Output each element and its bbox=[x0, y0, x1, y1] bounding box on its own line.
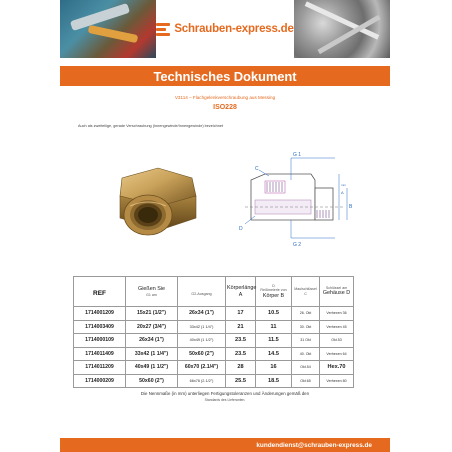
table-row bbox=[74, 347, 354, 361]
cell-outer-thread: 60x70 (2.1/4") bbox=[178, 361, 226, 375]
screws-photo bbox=[294, 0, 390, 58]
page-title: Technisches Dokument bbox=[153, 68, 297, 84]
cell-outer-thread: 66x76 (2.1/2") bbox=[178, 374, 226, 388]
cell-wrench: 30. Okt bbox=[292, 320, 320, 334]
brand-name: Schrauben-express.de bbox=[174, 23, 294, 35]
header-inner-thread: Gießen Sie G1 am bbox=[126, 277, 178, 307]
table-row bbox=[74, 361, 354, 375]
header-banner bbox=[60, 0, 390, 58]
table-row bbox=[74, 374, 354, 388]
cell-ref: 1714003409 bbox=[74, 320, 126, 334]
cell-wrench: 40. Okt bbox=[292, 347, 320, 361]
cell-inner-thread: 50x60 (2") bbox=[126, 374, 178, 388]
intro-note: Auch als zweiteilige, gerade Verschraubung (Innengewinde/Innengewinde) bezeichnet bbox=[78, 124, 224, 128]
cell-outer-thread: 50x60 (2") bbox=[178, 347, 226, 361]
cell-outer-thread: 40x49 (1 1/2") bbox=[178, 334, 226, 348]
brand-logo-icon bbox=[156, 22, 170, 36]
footer-bar bbox=[60, 438, 390, 452]
label-b: B bbox=[349, 204, 353, 210]
cell-inner-thread: 15x21 (1/2") bbox=[126, 307, 178, 321]
header-wrench: Maulschlüssel C bbox=[292, 277, 320, 307]
header-body-length: Körperlänge A bbox=[226, 277, 256, 307]
label-g1: G 1 bbox=[293, 152, 302, 158]
cell-hex: Verhexen 80 bbox=[320, 374, 354, 388]
label-g2: G 2 bbox=[293, 242, 302, 248]
cell-ref: 1714000109 bbox=[74, 334, 126, 348]
cell-hex: Hex.70 bbox=[320, 361, 354, 375]
cell-body-length: 28 bbox=[226, 361, 256, 375]
cell-diameter: 14.5 bbox=[256, 347, 292, 361]
product-photo bbox=[100, 160, 210, 250]
cell-inner-thread: 20x27 (3/4") bbox=[126, 320, 178, 334]
cell-ref: 1714011409 bbox=[74, 347, 126, 361]
product-norm: ISO228 bbox=[213, 104, 237, 111]
cell-wrench: Okt.65 bbox=[292, 374, 320, 388]
cell-ref: 1714000209 bbox=[74, 374, 126, 388]
cell-inner-thread: 26x34 (1") bbox=[126, 334, 178, 348]
spec-table bbox=[73, 276, 354, 388]
cell-inner-thread: 40x49 (1 1/2") bbox=[126, 361, 178, 375]
cell-hex: Verhexen 36 bbox=[320, 307, 354, 321]
cell-body-length: 25.5 bbox=[226, 374, 256, 388]
contact-email-link[interactable]: kundendienst@schrauben-express.de bbox=[256, 441, 372, 449]
cell-body-length: 23.5 bbox=[226, 347, 256, 361]
cell-body-length: 21 bbox=[226, 320, 256, 334]
cell-wrench: 31 Okt bbox=[292, 334, 320, 348]
tools-photo bbox=[60, 0, 156, 58]
table-row bbox=[74, 334, 354, 348]
cell-diameter: 10.5 bbox=[256, 307, 292, 321]
brand-logo[interactable] bbox=[156, 0, 293, 58]
label-c: C bbox=[255, 166, 259, 172]
header-hex: Schlüssel am Gehäuse D bbox=[320, 277, 354, 307]
table-header-row bbox=[74, 277, 354, 307]
label-a: A bbox=[341, 190, 344, 195]
cell-outer-thread: 26x34 (1") bbox=[178, 307, 226, 321]
cell-ref: 1714001209 bbox=[74, 307, 126, 321]
label-d: D bbox=[239, 226, 243, 232]
cell-diameter: 18.5 bbox=[256, 374, 292, 388]
footnote-sub: Standards des Lieferanten. bbox=[204, 398, 246, 402]
cell-inner-thread: 33x42 (1 1/4") bbox=[126, 347, 178, 361]
cell-body-length: 17 bbox=[226, 307, 256, 321]
product-subtitle: V3114 – Flachgelenkverschraubung aus Messing bbox=[174, 95, 276, 100]
cell-diameter: 11.5 bbox=[256, 334, 292, 348]
cell-ref: 1714011209 bbox=[74, 361, 126, 375]
label-dim: mm bbox=[341, 183, 346, 187]
cell-hex: Verhexen 45 bbox=[320, 320, 354, 334]
table-row bbox=[74, 320, 354, 334]
cell-hex: Okt.53 bbox=[320, 334, 354, 348]
technical-drawing bbox=[225, 144, 360, 252]
cell-wrench: Okt.54 bbox=[292, 361, 320, 375]
header-ref: REF bbox=[74, 277, 126, 307]
header-outer-thread: G2-Ausgang bbox=[178, 277, 226, 307]
table-row bbox=[74, 307, 354, 321]
title-bar bbox=[60, 66, 390, 86]
cell-outer-thread: 33x42 (1 1/4") bbox=[178, 320, 226, 334]
cell-wrench: 26. Okt bbox=[292, 307, 320, 321]
cell-body-length: 23.5 bbox=[226, 334, 256, 348]
footnote-main: Die Nennmaße (in mm) unterliegen Fertigungstoleranzen und Änderungen gemäß den bbox=[140, 391, 310, 396]
cell-diameter: 16 bbox=[256, 361, 292, 375]
cell-hex: Verhexen 64 bbox=[320, 347, 354, 361]
cell-diameter: 11 bbox=[256, 320, 292, 334]
header-diameter: D Reißmeierle von Körper B bbox=[256, 277, 292, 307]
